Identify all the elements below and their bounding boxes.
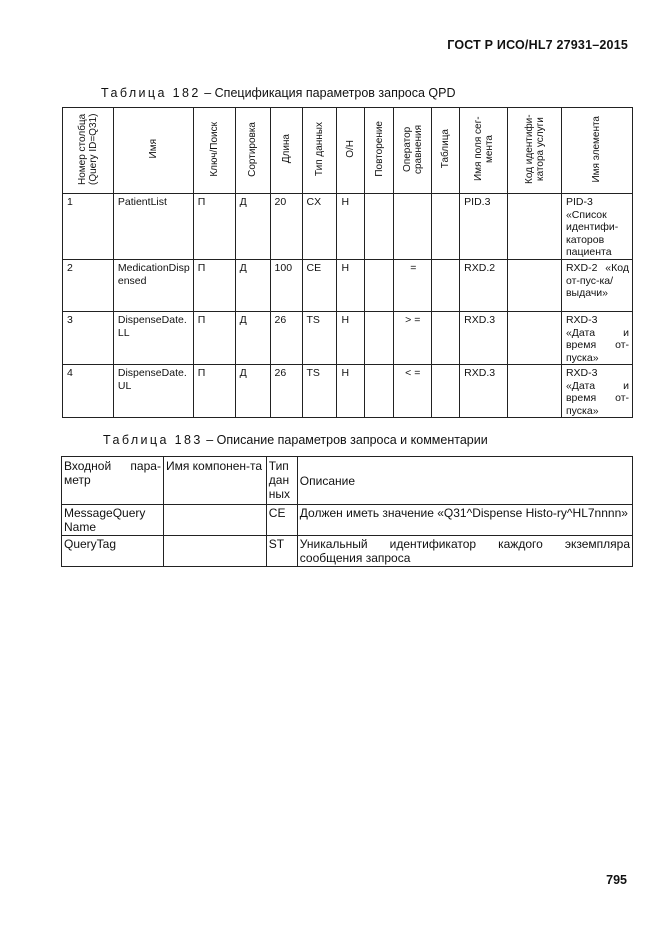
table-cell: TS: [302, 312, 337, 365]
table-cell: > =: [394, 312, 432, 365]
table-cell: RXD.3: [460, 312, 508, 365]
column-header: Имя компонен-та: [163, 457, 266, 505]
table-row: [63, 260, 633, 312]
table-cell: PID.3: [460, 194, 508, 260]
table-cell: [508, 365, 562, 418]
table-cell: ST: [266, 536, 297, 567]
table-cell: PID-3 «Список идентифи-каторов пациента: [561, 194, 632, 260]
table-cell: Д: [235, 260, 270, 312]
table-cell: CE: [266, 505, 297, 536]
table-cell: П: [193, 194, 235, 260]
table-row: [63, 312, 633, 365]
table-cell: RXD-3 «Дата и время от-пуска»: [561, 312, 632, 365]
table-cell: 3: [63, 312, 114, 365]
table-row: [62, 536, 633, 567]
column-header: Имя поля сег-мента: [460, 108, 508, 194]
table-cell: QueryTag: [62, 536, 164, 567]
table-cell: 20: [270, 194, 302, 260]
column-header: Тип дан ных: [266, 457, 297, 505]
column-header: Тип данных: [302, 108, 337, 194]
table-cell: DispenseDate.UL: [113, 365, 193, 418]
table-cell: [432, 365, 460, 418]
table-row: [63, 194, 633, 260]
table-cell: CX: [302, 194, 337, 260]
page-number: 795: [606, 873, 627, 887]
table-cell: [432, 312, 460, 365]
table-cell: 26: [270, 365, 302, 418]
table-cell: 100: [270, 260, 302, 312]
table-cell: [163, 505, 266, 536]
table-cell: [508, 312, 562, 365]
table-cell: [365, 365, 394, 418]
table-cell: [365, 312, 394, 365]
table-cell: [365, 194, 394, 260]
table-183-caption-label: Таблица 183: [103, 433, 203, 447]
column-header: Имя элемента: [561, 108, 632, 194]
column-header: Таблица: [432, 108, 460, 194]
table-cell: =: [394, 260, 432, 312]
table-cell: П: [193, 260, 235, 312]
table-cell: 4: [63, 365, 114, 418]
table-cell: RXD.2: [460, 260, 508, 312]
table-183-caption: [103, 433, 488, 447]
table-cell: П: [193, 365, 235, 418]
table-cell: MedicationDispensed: [113, 260, 193, 312]
table-cell: RXD-3 «Дата и время от-пуска»: [561, 365, 632, 418]
table-cell: PatientList: [113, 194, 193, 260]
table-182-caption-text: – Спецификация параметров запроса QPD: [204, 86, 456, 100]
table-cell: Должен иметь значение «Q31^Dispense Histo-ry^HL7nnnn»: [297, 505, 632, 536]
table-cell: RXD.3: [460, 365, 508, 418]
table-cell: < =: [394, 365, 432, 418]
column-header: Длина: [270, 108, 302, 194]
table-cell: 1: [63, 194, 114, 260]
table-cell: [365, 260, 394, 312]
column-header: Номер столбца (Query ID=Q31): [63, 108, 114, 194]
table-182-header-row: [63, 108, 633, 194]
table-cell: Н: [337, 194, 365, 260]
table-cell: Н: [337, 260, 365, 312]
column-header: Описание: [297, 457, 632, 505]
column-header: Имя: [113, 108, 193, 194]
table-cell: [508, 260, 562, 312]
table-cell: TS: [302, 365, 337, 418]
table-cell: Н: [337, 365, 365, 418]
table-cell: Н: [337, 312, 365, 365]
table-cell: [163, 536, 266, 567]
table-183: [61, 456, 633, 567]
table-cell: CE: [302, 260, 337, 312]
table-cell: 26: [270, 312, 302, 365]
table-182-caption-label: Таблица 182: [101, 86, 201, 100]
column-header: Повторение: [365, 108, 394, 194]
table-cell: MessageQuery Name: [62, 505, 164, 536]
table-cell: RXD-2 «Код от-пус-ка/выдачи»: [561, 260, 632, 312]
table-row: [62, 505, 633, 536]
table-182: [62, 107, 633, 418]
table-cell: Уникальный идентификатор каждого экземпляра сообщения запроса: [297, 536, 632, 567]
table-cell: Д: [235, 194, 270, 260]
table-cell: DispenseDate.LL: [113, 312, 193, 365]
table-cell: Д: [235, 312, 270, 365]
column-header: Сортировка: [235, 108, 270, 194]
table-182-caption: [101, 86, 456, 100]
table-cell: [432, 260, 460, 312]
table-cell: П: [193, 312, 235, 365]
document-header: ГОСТ Р ИСО/HL7 27931–2015: [447, 38, 628, 52]
column-header: О/Н: [337, 108, 365, 194]
column-header: Оператор сравнения: [394, 108, 432, 194]
table-cell: [394, 194, 432, 260]
table-cell: Д: [235, 365, 270, 418]
table-183-header-row: [62, 457, 633, 505]
column-header: Код идентифи-катора услуги: [508, 108, 562, 194]
column-header: Ключ/Поиск: [193, 108, 235, 194]
table-cell: [508, 194, 562, 260]
table-cell: [432, 194, 460, 260]
table-183-caption-text: – Описание параметров запроса и комментарии: [206, 433, 488, 447]
table-row: [63, 365, 633, 418]
column-header: Входной пара-метр: [62, 457, 164, 505]
table-cell: 2: [63, 260, 114, 312]
